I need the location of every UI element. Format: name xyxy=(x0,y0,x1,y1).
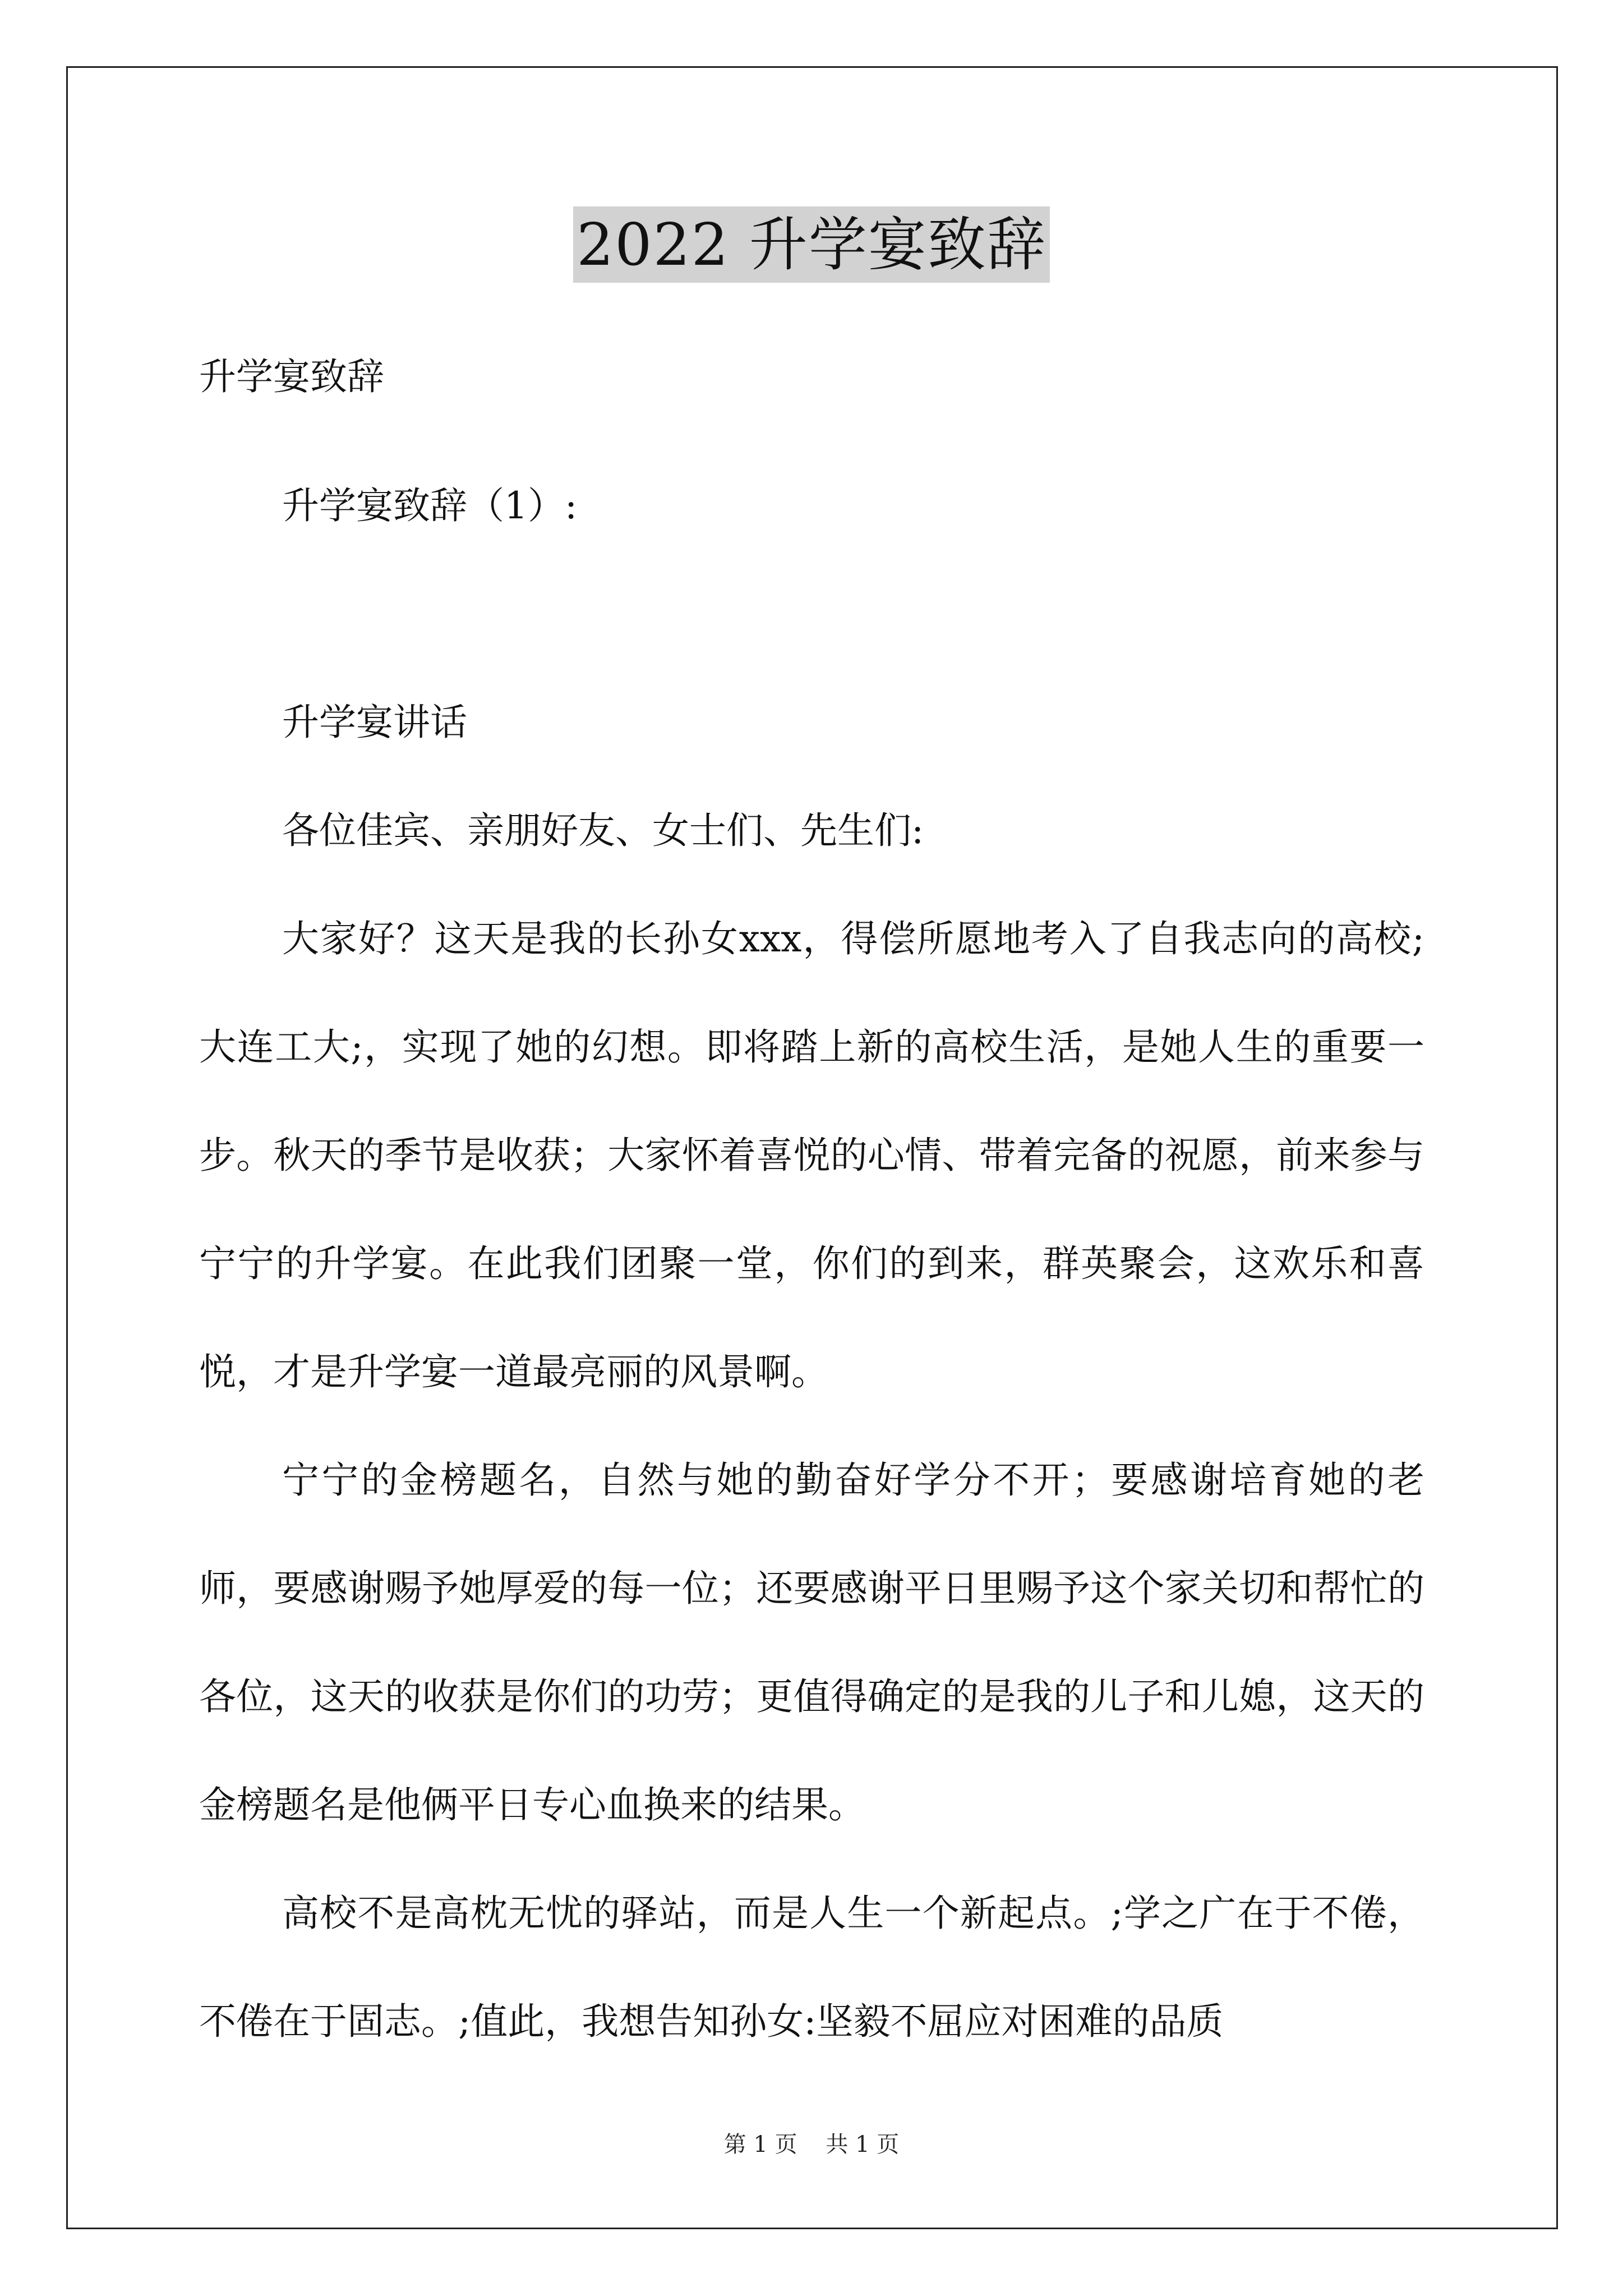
paragraph: 高校不是高枕无忧的驿站，而是人生一个新起点。;学之广在于不倦，不倦在于固志。;值此，我想告知孙女:坚毅不屈应对困难的品质 xyxy=(199,1892,1424,2043)
document-title-text: 2022 升学宴致辞 xyxy=(573,206,1050,283)
document-subtitle: 升学宴致辞 xyxy=(199,355,384,398)
paragraph: 升学宴讲话 xyxy=(282,701,467,744)
paragraph: 大家好？这天是我的长孙女xxx，得偿所愿地考入了自我志向的高校;大连工大;，实现了她的幻想。即将踏上新的高校生活，是她人生的重要一步。秋天的季节是收获；大家怀着喜悦的心情、带着完备的祝愿，前来参与宁宁的升学宴。在此我们团聚一堂，你们的到来，群英聚会，这欢乐和喜悦，才是升学宴一道最亮丽的风景啊。 xyxy=(199,917,1424,1393)
document-body xyxy=(199,452,1424,2076)
section-heading: 升学宴致辞（1）: xyxy=(282,484,578,527)
document-title xyxy=(0,206,1623,283)
page-footer: 第 1 页 共 1 页 xyxy=(723,2132,900,2157)
paragraph: 宁宁的金榜题名，自然与她的勤奋好学分不开；要感谢培育她的老师，要感谢赐予她厚爱的每一位；还要感谢平日里赐予这个家关切和帮忙的各位，这天的收获是你们的功劳；更值得确定的是我的儿子和儿媳，这天的金榜题名是他俩平日专心血换来的结果。 xyxy=(199,1458,1424,1826)
paragraph: 各位佳宾、亲朋好友、女士们、先生们: xyxy=(282,809,924,852)
